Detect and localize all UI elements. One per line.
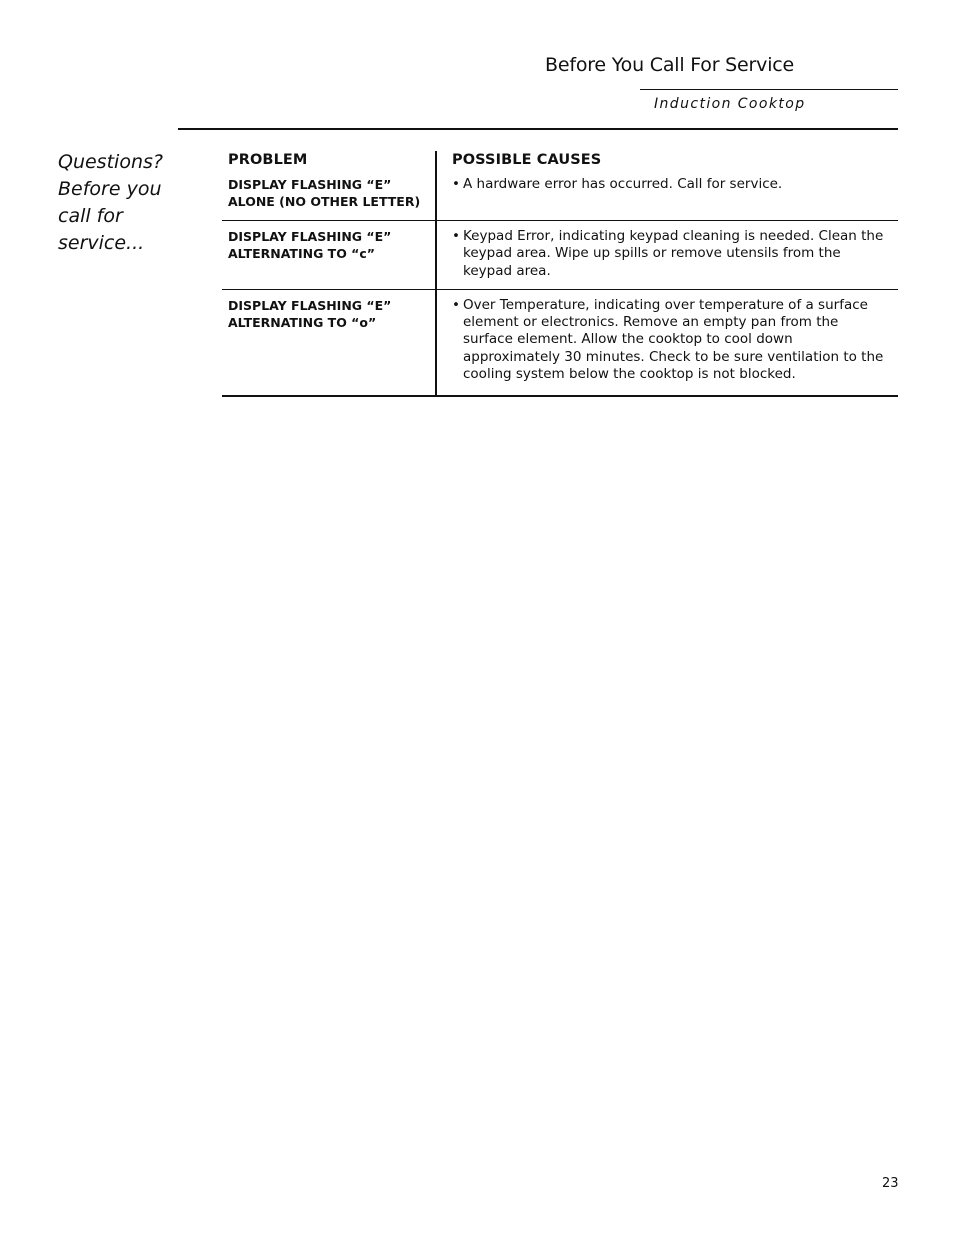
problem-cell — [222, 221, 437, 289]
problem-text: DISPLAY FLASHING “E” ALTERNATING TO “o” — [228, 297, 392, 330]
sidebar-heading — [58, 149, 188, 257]
page-title: Before You Call For Service — [545, 54, 795, 76]
causes-cell — [437, 151, 898, 220]
column-header-causes: POSSIBLE CAUSES — [452, 152, 602, 168]
bullet-icon: • — [452, 228, 460, 244]
cause-item — [452, 228, 888, 280]
cause-text: A hardware error has occurred. Call for service. — [463, 176, 783, 192]
section-subtitle: Induction Cooktop — [654, 96, 806, 112]
causes-cell — [437, 290, 898, 395]
page-number: 23 — [882, 1176, 899, 1191]
problem-cell — [222, 151, 437, 220]
column-header-problem: PROBLEM — [228, 152, 308, 168]
cause-text: Keypad Error, indicating keypad cleaning is needed. Clean the keypad area. Wipe up spills or remove utensils from the keypad area. — [463, 228, 884, 279]
problem-text: DISPLAY FLASHING “E” ALTERNATING TO “c” — [228, 229, 392, 261]
bullet-icon: • — [452, 296, 460, 313]
problem-cell — [222, 290, 437, 395]
bullet-icon: • — [452, 176, 460, 192]
sidebar-heading-line: Before you — [58, 178, 162, 200]
sidebar-heading-line: call for — [58, 205, 123, 227]
sidebar-heading-line: Questions? — [58, 151, 163, 173]
troubleshooting-table — [222, 151, 898, 397]
problem-text: DISPLAY FLASHING “E” ALONE (NO OTHER LETTER) — [228, 177, 421, 209]
table-row — [222, 221, 898, 290]
table-row — [222, 290, 898, 397]
cause-text: Over Temperature, indicating over temperature of a surface element or electronics. Remove an empty pan from the surface element. Allow the cooktop to cool down approximately 30 minutes. Check to be sure ventilation to the cooling system below the cooktop is not blocked. — [463, 296, 884, 383]
causes-cell — [437, 221, 898, 289]
table-row — [222, 151, 898, 221]
main-divider — [178, 128, 898, 130]
sidebar-heading-line: service... — [58, 232, 145, 254]
cause-item — [452, 176, 888, 193]
cause-item — [452, 297, 888, 383]
header-divider — [640, 89, 898, 90]
